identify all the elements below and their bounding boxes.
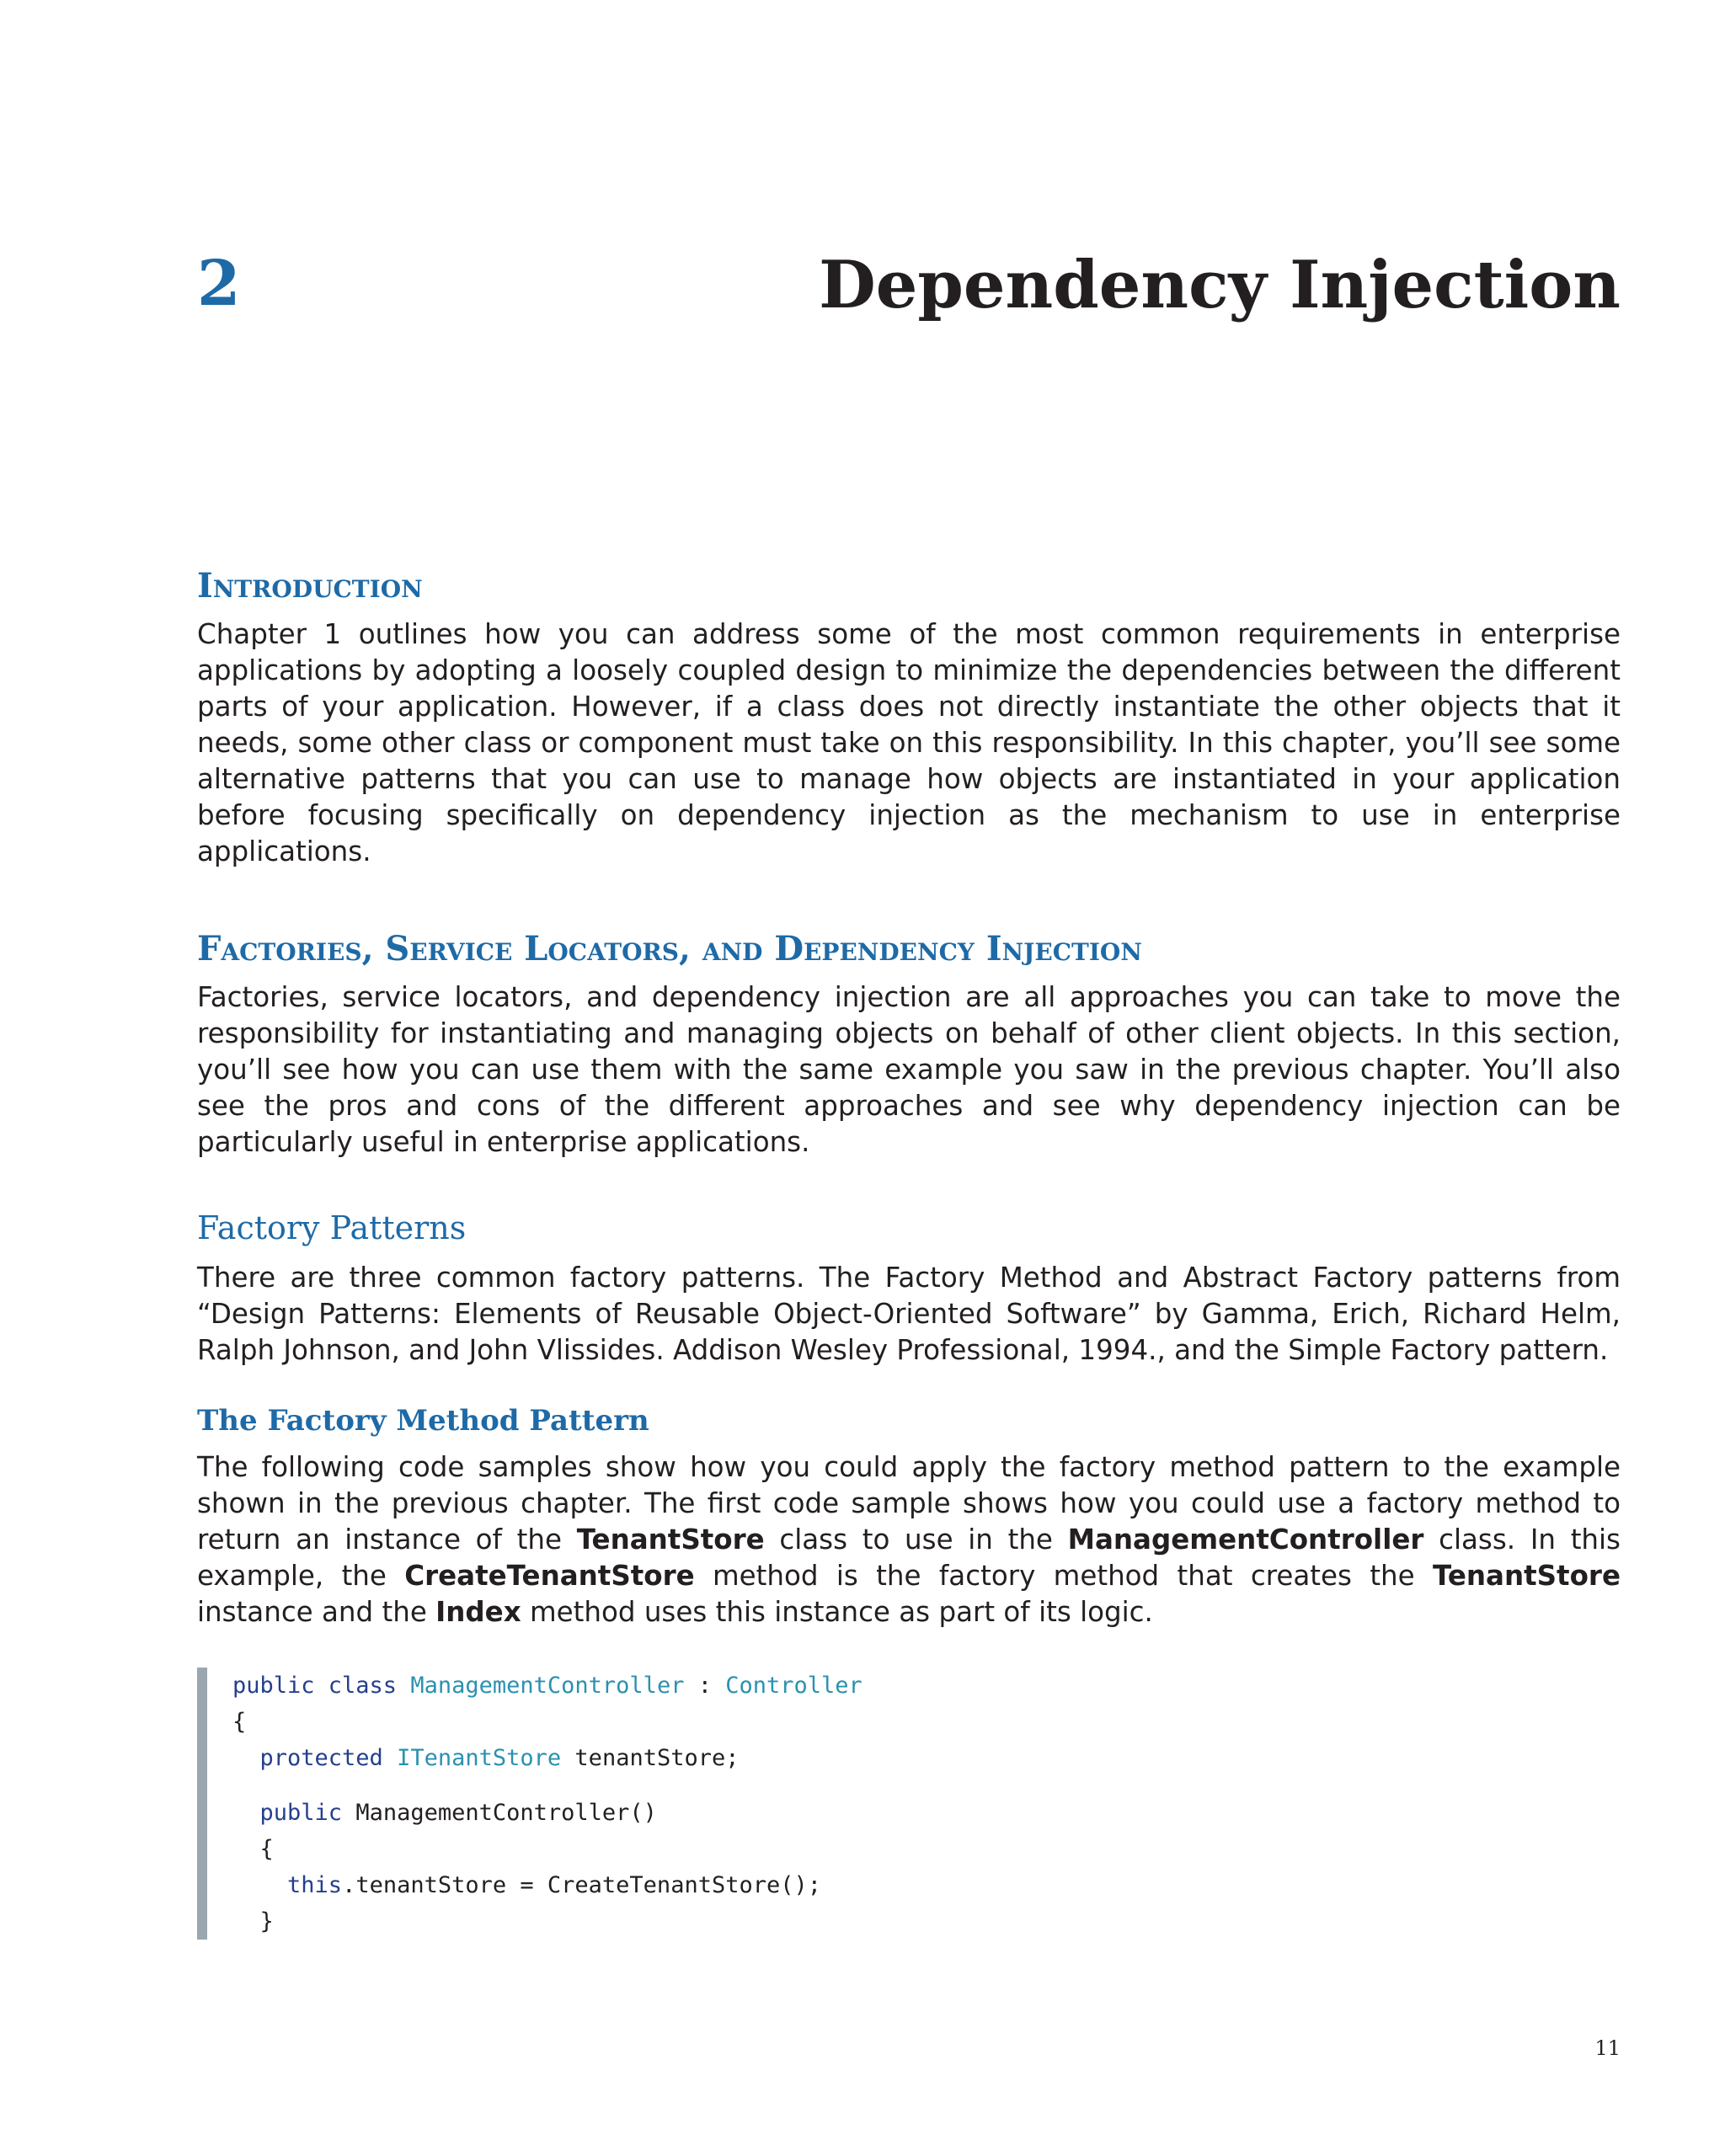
subheading-factory-patterns: Factory Patterns [197,1209,467,1246]
bold-term: CreateTenantStore [404,1560,695,1593]
code-line [232,1668,1621,1704]
code-keyword: public class [232,1673,398,1700]
code-line [232,1903,1621,1940]
section-heading-introduction: Introduction [197,566,423,606]
text-run: instance and the [197,1596,436,1629]
chapter-title: Dependency Injection [819,247,1621,323]
code-text: : [684,1673,726,1700]
intro-paragraph: Chapter 1 outlines how you can address some of the most common requirements in enterprise applications by adopting a loosely coupled design to minimize the dependencies between the different parts of your application. However, if a class does not directly instantiate the other objects that it needs, some other class or component must take on this responsibility. In this chapter, you’ll see some alternative patterns that you can use to manage how objects are instantiated in your application before focusing specifically on dependency injection as the mechanism to use in enterprise applications. [197,618,1621,867]
factory-method-paragraph [197,1449,1621,1630]
code-keyword: this [287,1872,343,1899]
text-run: The following code samples show how you could apply the factory method pattern to the example shown in the previous chapter. The first code sample shows how you could use a factory method to return an instance of the [197,1451,1621,1556]
code-text: .tenantStore = CreateTenantStore(); [342,1872,822,1899]
code-type: Controller [725,1673,862,1700]
text-run: class to use in the [764,1524,1068,1556]
page-number: 11 [1594,2036,1621,2060]
text-run: class. In this example, the [197,1524,1621,1593]
code-line [232,1795,1621,1831]
code-sample [197,1668,1621,1940]
code-text: ManagementController() [342,1800,657,1827]
text-run: method is the factory method that creates the [694,1560,1434,1593]
factory-patterns-paragraph: There are three common factory patterns. The Factory Method and Abstract Factory patterns from “Design Patterns: Elements of Reusable Object-Oriented Software” by Gamma, Erich, Richard Helm, Ralph Johnson, and John Vlissides. Addison Wesley Professional, 1994., and the Simple Factory pattern. [197,1261,1621,1366]
code-keyword: protected [259,1745,383,1772]
chapter-number: 2 [197,248,241,320]
code-text: tenantStore; [561,1745,740,1772]
code-line [232,1740,1621,1776]
factories-paragraph: Factories, service locators, and dependency injection are all approaches you can take to move the responsibility for instantiating and managing objects on behalf of other client objects. In this section, you’ll see how you can use them with the same example you saw in the previous chapter. You’ll also see the pros and cons of the different approaches and see why dependency injection can be particularly useful in enterprise applications. [197,981,1621,1158]
code-line [232,1867,1621,1903]
text-run: method uses this instance as part of its logic. [521,1596,1153,1629]
section-heading-factories: Factories, Service Locators, and Dependency Injection [197,929,1142,969]
bold-term: TenantStore [1433,1560,1621,1593]
code-type: ManagementController [410,1673,685,1700]
subheading-factory-method: The Factory Method Pattern [197,1403,649,1438]
code-text: } [259,1908,274,1935]
code-line: { [232,1709,247,1736]
code-line [232,1831,1621,1867]
bold-term: ManagementController [1067,1524,1424,1556]
bold-term: TenantStore [576,1524,765,1556]
code-text: { [259,1836,274,1863]
code-type: ITenantStore [397,1745,562,1772]
bold-term: Index [435,1596,521,1629]
page-body [197,566,1621,1940]
code-keyword: public [259,1800,343,1827]
